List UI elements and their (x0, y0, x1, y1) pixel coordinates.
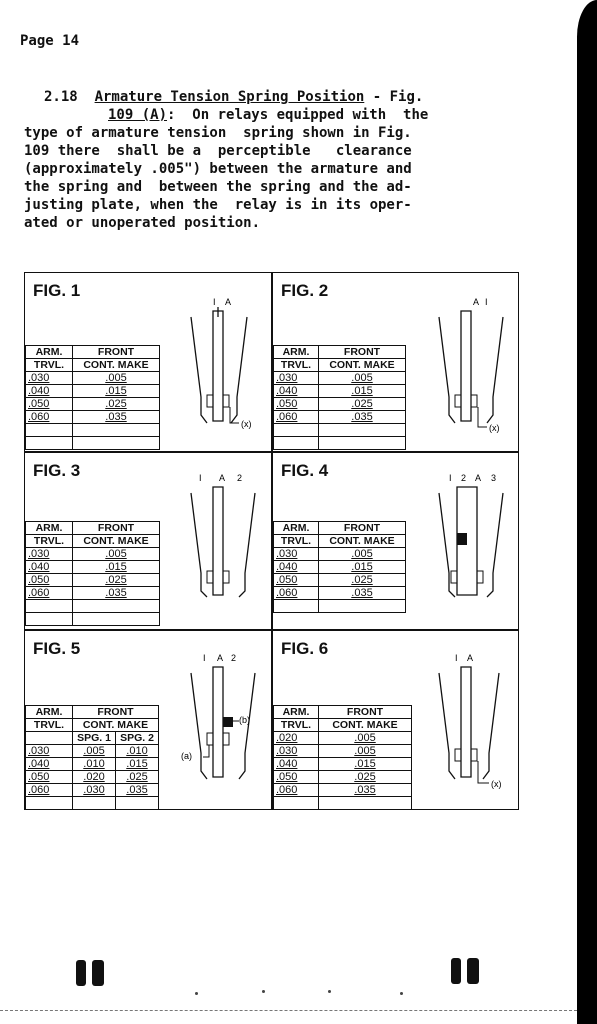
paragraph-line-7: ated or unoperated position. (24, 215, 261, 231)
svg-text:A: A (219, 473, 226, 483)
paragraph-line-3: 109 there shall be a perceptible clearance (24, 143, 412, 159)
table-row: .050 .020 .025 (26, 771, 159, 784)
svg-text:(x): (x) (491, 779, 502, 789)
paragraph-line-5: the spring and between the spring and the ad- (24, 179, 412, 195)
table-row: .040 .015 (26, 561, 160, 574)
svg-text:A: A (473, 297, 480, 307)
diagram-label: I (213, 297, 216, 307)
col-header-cont-make: CONT. MAKE (73, 359, 160, 372)
relay-diagram (433, 653, 513, 803)
table-row: .030 .005 .010 (26, 745, 159, 758)
binder-mark (76, 960, 86, 986)
section-title: Armature Tension Spring Position (94, 89, 365, 105)
figure-table: ARM. FRONT TRVL. CONT. MAKE SPG. 1 SPG. 2 .030 .005 .010 .040 .010 .015 .050 .020 .025 .060 .030 .035 (25, 705, 159, 810)
binder-mark (92, 960, 104, 986)
col-header-spg1: SPG. 1 (73, 732, 116, 745)
table-row: .040 .015 (274, 758, 412, 771)
table-row: .040 .015 (274, 561, 406, 574)
figure-title: FIG. 6 (281, 639, 329, 658)
col-header-trvl: TRVL. (26, 359, 73, 372)
table-row: .050 .025 (26, 574, 160, 587)
paragraph-line-2: type of armature tension spring shown in Fig. (24, 125, 412, 141)
table-row: .060 .035 (274, 784, 412, 797)
table-row: .050 .025 (26, 398, 160, 411)
figure-6 (273, 631, 520, 811)
svg-text:A: A (475, 473, 482, 483)
col-header-spg2: SPG. 2 (116, 732, 159, 745)
table-row: .020 .005 (274, 732, 412, 745)
col-header-arm: ARM. (26, 346, 73, 359)
svg-text:(a): (a) (181, 751, 192, 761)
table-row: .030 .005 (26, 548, 160, 561)
relay-diagram (433, 473, 513, 623)
figure-table: ARM. FRONT TRVL. CONT. MAKE .030 .005 .040 .015 .050 .025 .060 .035 (273, 345, 406, 450)
figure-title: FIG. 4 (281, 461, 329, 480)
table-row: .040 .010 .015 (26, 758, 159, 771)
figure-table: ARM. FRONT TRVL. CONT. MAKE .020 .005 .030 .005 .040 .015 .050 .025 .060 .035 (273, 705, 412, 810)
svg-text:A: A (467, 653, 474, 663)
table-row: .060 .035 (274, 587, 406, 600)
page-right-edge (577, 0, 597, 1024)
table-row: .040 .015 (26, 385, 160, 398)
section-title-sep: - (364, 89, 390, 105)
svg-text:2: 2 (237, 473, 243, 483)
figure-table: ARM. FRONT TRVL. CONT. MAKE .030 .005 .040 .015 .050 .025 .060 .035 (273, 521, 406, 613)
col-header-front: FRONT (73, 346, 160, 359)
svg-text:I: I (203, 653, 206, 663)
table-row: .050 .025 (274, 574, 406, 587)
figure-title: FIG. 3 (33, 461, 81, 480)
fig-ref: Fig. (389, 89, 424, 105)
figure-3 (25, 453, 271, 629)
svg-text:I: I (449, 473, 452, 483)
table-row: .060 .030 .035 (26, 784, 159, 797)
table-row: .060 .035 (26, 587, 160, 600)
paragraph-line-1: : On relays equipped with the (167, 107, 429, 123)
svg-text:I: I (485, 297, 488, 307)
diagram-label: A (225, 297, 232, 307)
binder-mark (451, 958, 461, 984)
figure-grid (24, 272, 519, 810)
paragraph-line-4: (approximately .005") between the armature and (24, 161, 412, 177)
figure-title: FIG. 1 (33, 281, 81, 300)
table-row: .060 .035 (274, 411, 406, 424)
svg-text:I: I (455, 653, 458, 663)
page-bottom-rule (0, 1010, 577, 1012)
binder-mark (467, 958, 479, 984)
figure-table (25, 345, 160, 450)
table-row: .030 .005 (274, 745, 412, 758)
page-number: Page 14 (20, 33, 80, 49)
figure-1 (25, 273, 271, 451)
table-row: .030 .005 (274, 548, 406, 561)
diagram-label: (x) (241, 419, 252, 429)
svg-text:2: 2 (231, 653, 237, 663)
relay-diagram (185, 297, 265, 447)
relay-diagram (185, 473, 265, 623)
figure-title: FIG. 2 (281, 281, 329, 300)
svg-text:I: I (199, 473, 202, 483)
svg-text:2: 2 (461, 473, 467, 483)
table-row: .050 .025 (274, 771, 412, 784)
section-paragraph (24, 88, 529, 232)
figure-5 (25, 631, 271, 811)
table-row: .050 .025 (274, 398, 406, 411)
figure-table: ARM. FRONT TRVL. CONT. MAKE .030 .005 .040 .015 .050 .025 .060 .035 (25, 521, 160, 626)
svg-text:(b): (b) (239, 715, 250, 725)
svg-text:A: A (217, 653, 224, 663)
relay-diagram (175, 653, 265, 803)
table-row: .040 .015 (274, 385, 406, 398)
relay-diagram (433, 297, 513, 447)
section-number: 2.18 (44, 89, 78, 105)
table-row: .030 .005 (26, 372, 160, 385)
figure-4 (273, 453, 520, 629)
figure-title: FIG. 5 (33, 639, 81, 658)
figure-2 (273, 273, 520, 451)
table-row: .060 .035 (26, 411, 160, 424)
table-row: .030 .005 (274, 372, 406, 385)
paragraph-line-6: justing plate, when the relay is in its oper- (24, 197, 412, 213)
svg-text:3: 3 (491, 473, 497, 483)
fig-ref-number: 109 (A) (108, 107, 168, 123)
svg-text:(x): (x) (489, 423, 500, 433)
